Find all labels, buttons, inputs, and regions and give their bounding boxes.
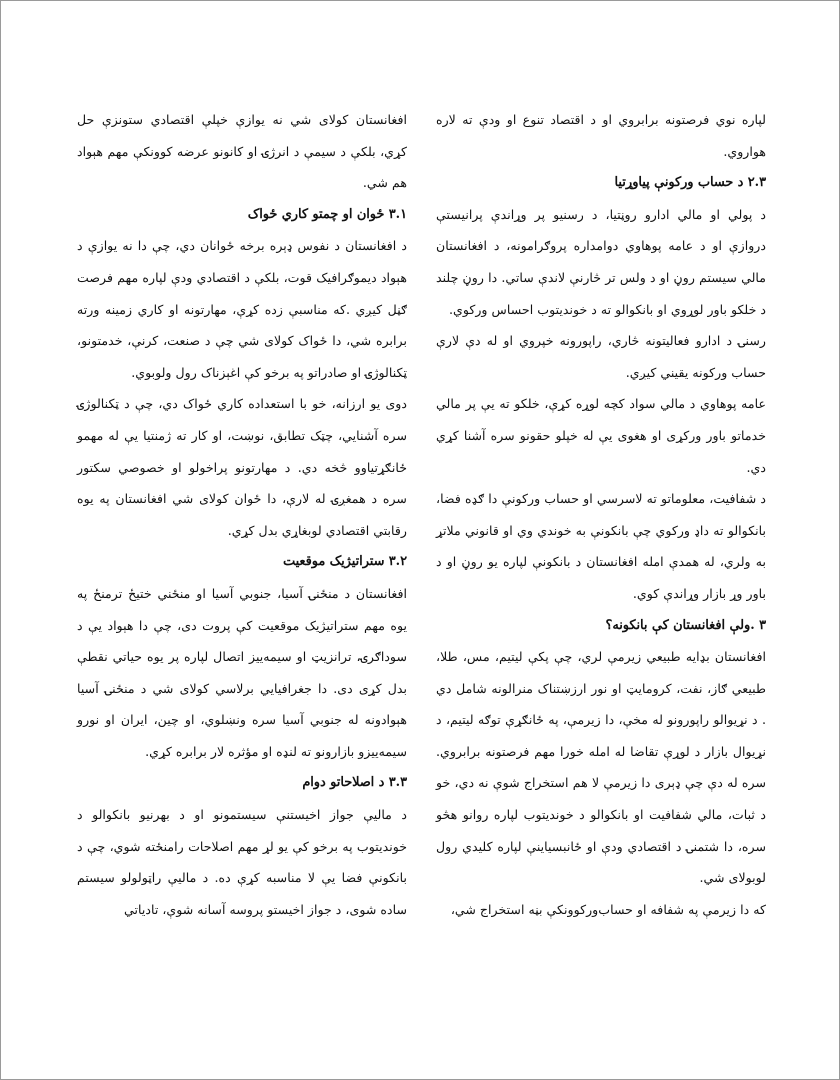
paragraph: افغانستان کولای شي نه یوازې خپلې اقتصادي ستونزې حل کړي، بلکې د سیمې د انرژۍ او کانونو عرضه کوونکې مهم هېواد هم شي. <box>77 112 407 191</box>
paragraph: رسنۍ د ادارو فعالیتونه څاري، راپورونه خپروي او له دې لارې حساب ورکونه یقیني کیږي. <box>436 333 766 380</box>
paragraph: لپاره نوي فرصتونه برابروي او د اقتصاد تنوع او ودې ته لاره هواروي. <box>436 112 766 159</box>
paragraph: د افغانستان د نفوس ډېره برخه ځوانان دي، چې دا نه یوازې د هېواد دیموګرافیک قوت، بلکې د اقتصادي ودې لپاره مهم فرصت ګڼل کیږي .که مناسبې زده کړې، مهارتونه او کاري زمینه ورته برابره شي، دا ځواک کولای شي چې د صنعت، کرنې، خدمتونو، ټکنالوژۍ او صادراتو په برخو کې اغېزناک رول ولوبوي. <box>77 238 407 380</box>
paragraph: دوی یو ارزانه، خو با استعداده کاري ځواک دي، چې د ټکنالوژۍ سره آشنايي، چټک تطابق، نوښت، او کار ته ژمنتيا یې له مهمو ځانګړتیاوو څخه دي. د مهارتونو پراخولو او خصوصي سکتور سره د همغږۍ له لارې، دا ځوان کولای شي افغانستان په یوه رقابتي اقتصادي لوبغاړي بدل کړي. <box>77 396 407 538</box>
paragraph: د شفافیت، معلوماتو ته لاسرسي او حساب ورکونې دا ګډه فضا، بانکوالو ته داډ ورکوي چې بانکونې به خوندي وي او قانوني ملاتړ به ولري، له همدې امله افغانستان د بانکونې لپاره یو روڼ او د باور وړ بازار وړاندې کوي. <box>436 491 766 601</box>
section-heading: ۳ .ولې افغانستان کې بانکونه؟ <box>605 617 766 633</box>
paragraph: عامه پوهاوي د مالي سواد کچه لوړه کړې، خلکو ته یې پر مالي خدماتو باور ورکړی او هغوی یې له خپلو حقونو سره آشنا کړي دي. <box>436 396 766 475</box>
paragraph: افغانستان بډایه طبیعي زیرمې لري، چې پکې لیتیم، مس، طلا، طبیعي ګاز، نفت، کرومایټ او نور ارزښتناک منرالونه شامل دي . د نړیوالو راپورونو له مخې، دا زیرمې، په ځانګړې توګه لیتیم، د نړیوال بازار د لوړې تقاضا له امله خورا مهم فرصتونه برابروي. سره له دې چې ډېری دا زیرمې لا هم استخراج شوې نه دي، خو د ثبات، مالي شفافیت او بانکوالو د خونديتوب لپاره روانو هڅو سره، دا شتمنۍ د اقتصادي ودې او ځانبسیاینې لپاره کلیدي رول لوبولای شي. <box>436 649 766 886</box>
paragraph: که دا زیرمې په شفافه او حساب‌ورکوونکې بڼه استخراج شي، <box>450 901 766 917</box>
section-heading: ۳.۳ د اصلاحاتو دوام <box>302 775 407 791</box>
section-heading: ۳.۲ ستراتیژیک موقعیت <box>283 554 407 570</box>
right-column <box>436 104 766 925</box>
paragraph: د مالیې جواز اخیستنې سیستمونو او د بهرنیو بانکوالو د خونديتوب په برخو کې یو لړ مهم اصلاحات رامنځته شوي، چې د بانکونې فضا یې لا مناسبه کړې ده. د مالیې راټولولو سیستم ساده شوی، د جواز اخیستو پروسه آسانه شوې، تادیاتي <box>77 807 407 917</box>
paragraph: افغانستان د منځنۍ آسیا، جنوبي آسیا او منځني ختیځ ترمنځ په یوه مهم ستراتیژیک موقعیت کې پروت دی، چې دا هېواد یې د سوداګرۍ، ترانزیټ او سیمه‌ییز اتصال لپاره پر یوه حیاتي نقطې بدل کړی دی. دا جغرافیایي برلاسي کولای شي د منځنۍ آسیا هېوادونه له جنوبي آسیا سره ونښلوي، او چین، ایران او نورو سیمه‌ییزو بازارونو ته لنډه او مؤثره لار برابره کړي. <box>77 585 407 759</box>
section-heading: ۳.۱ ځوان او چمتو کاري ځواک <box>247 206 407 222</box>
paragraph: د پولي او مالي ادارو روڼتیا، د رسنیو پر وړاندې پرانیستې دروازې او د عامه پوهاوي دوامداره پروګرامونه، د افغانستان مالي سیستم روڼ او د ولس تر څارنې لاندې ساتي. دا روڼ چلند د خلکو باور لوړوي او بانکوالو ته د خونديتوب احساس ورکوي. <box>436 206 766 317</box>
left-column <box>77 104 407 925</box>
section-heading: ۲.۳ د حساب ورکونې پیاوړتیا <box>614 175 766 191</box>
